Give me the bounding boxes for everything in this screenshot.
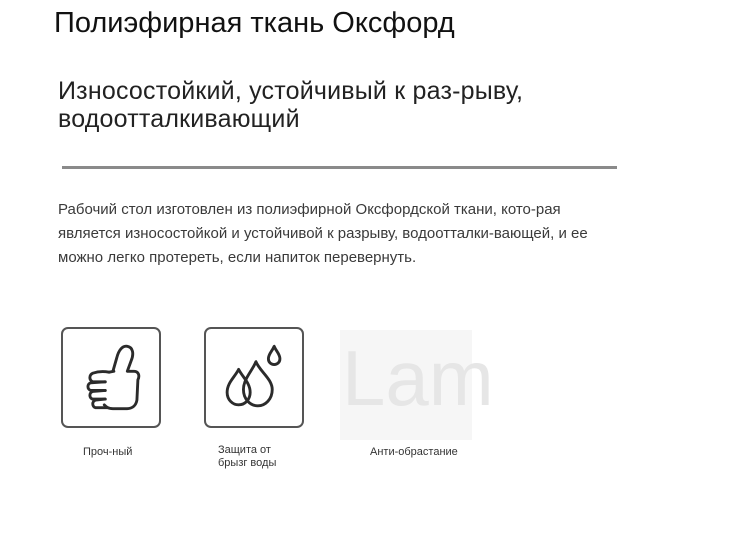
feature-label-durable: Проч-ный [83,446,133,458]
watermark-text: Lam [342,334,494,422]
page-title: Полиэфирная ткань Оксфорд [54,7,455,39]
divider [62,166,617,169]
feature-box-splash [204,327,304,428]
page-subtitle: Износостойкий, устойчивый к раз-рыву, водоотталкивающий [58,77,524,133]
watermark [340,330,494,440]
feature-label-splash: Защита от брызг воды [218,444,277,469]
feature-label-antifouling: Анти-обрастание [370,446,458,458]
water-drops-icon [206,329,302,426]
description-text: Рабочий стол изготовлен из полиэфирной Оксфордской ткани, кото-рая является износостойкой и устойчивой к разрыву, водоотталки-вающей, и ее можно легко протереть, если напиток перевернуть. [58,201,588,266]
thumbs-up-icon [63,329,159,426]
feature-box-durable [61,327,161,428]
